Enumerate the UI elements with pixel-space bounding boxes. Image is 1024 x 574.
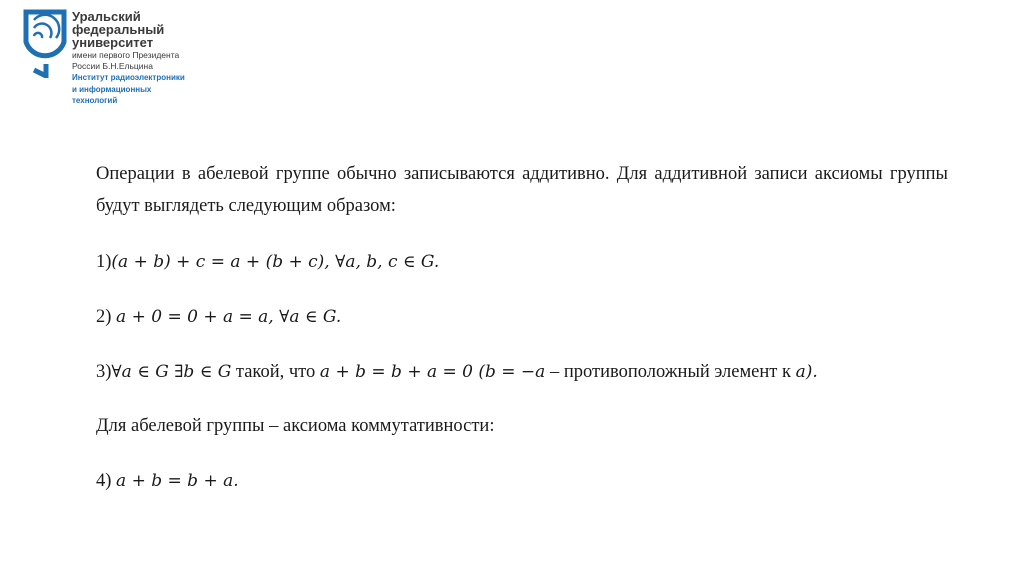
intro-paragraph: Операции в абелевой группе обычно записываются аддитивно. Для аддитивной записи аксиомы группы будут выглядеть следующим образом: (96, 164, 948, 216)
axiom-2 (96, 305, 341, 329)
logo-inst-line2: и информационных (72, 84, 152, 94)
axiom-3-formula-2: a + b = b + a = 0 (b = −a (319, 362, 546, 382)
axiom-1 (96, 250, 439, 274)
axiom-2-number: 2) (96, 307, 117, 327)
axiom-2-formula: a + 0 = 0 + a = a, ∀a ∈ G. (116, 307, 342, 327)
axiom-4 (96, 469, 239, 493)
logo-inst-line3: технологий (72, 96, 118, 105)
logo-name-line3: университет (72, 35, 154, 50)
logo-name-line2: федеральный (72, 22, 165, 37)
axiom-3-formula-1: ∀a ∈ G ∃b ∈ G (111, 362, 232, 382)
logo-sub-line1: имени первого Президента (72, 50, 180, 60)
axiom-4-number: 4) (96, 471, 117, 491)
axiom-3 (96, 360, 818, 384)
logo-name-line1: Уральский (72, 9, 141, 24)
slide-content (96, 158, 948, 491)
axiom-4-formula: a + b = b + a. (116, 471, 239, 491)
logo-text (72, 10, 185, 106)
axiom-3-formula-3: a). (795, 362, 818, 382)
axiom-1-number: 1) (96, 252, 112, 272)
axiom-3-text-1: такой, что (231, 362, 320, 382)
axiom-3-number: 3) (96, 362, 112, 382)
urfu-logo-icon (20, 8, 70, 78)
university-logo (20, 8, 220, 108)
axiom-3-text-2: – противоположный элемент к (545, 362, 796, 382)
logo-sub-line2: России Б.Н.Ельцина (72, 61, 153, 71)
axiom-1-formula: (a + b) + c = a + (b + c), ∀a, b, c ∈ G. (111, 252, 440, 272)
commutative-note: Для абелевой группы – аксиома коммутативности: (96, 416, 495, 436)
logo-inst-line1: Институт радиоэлектроники (72, 73, 185, 82)
